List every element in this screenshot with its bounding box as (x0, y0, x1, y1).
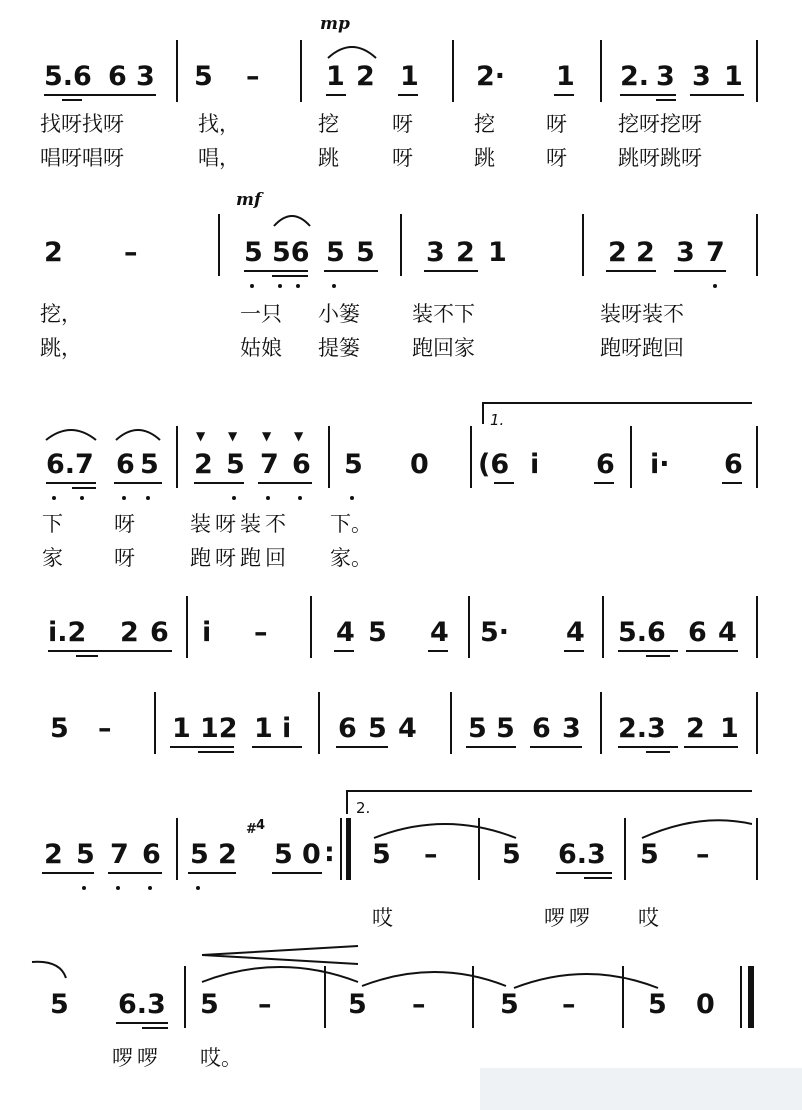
note: 0 (302, 839, 321, 870)
note: 3 (656, 61, 675, 92)
beam (686, 650, 738, 652)
note: 1 (720, 713, 739, 744)
barline (310, 596, 312, 658)
barline (622, 966, 624, 1028)
lyric: 呀 (392, 146, 413, 170)
note: 5 (468, 713, 487, 744)
beam (618, 746, 678, 748)
barline (602, 596, 604, 658)
note: 5 (194, 61, 213, 92)
note: 1 (488, 237, 507, 268)
note: 5 (640, 839, 659, 870)
note: 5· (480, 617, 510, 648)
note: – (562, 989, 576, 1020)
note: 3 (136, 61, 155, 92)
beam (336, 746, 388, 748)
note: 5 (368, 713, 387, 744)
note: – (246, 61, 260, 92)
beam (684, 746, 738, 748)
beam (466, 746, 516, 748)
note: 6 (150, 617, 169, 648)
note: 6 (338, 713, 357, 744)
note: 3 (562, 713, 581, 744)
note: 7 (706, 237, 725, 268)
lyric: 找， (198, 112, 240, 136)
note: 5.6 (618, 617, 666, 648)
note: 6 (724, 449, 743, 480)
barline (756, 596, 758, 658)
grace-note: 4 (256, 818, 266, 833)
octave-dot (350, 496, 354, 500)
note: 2 (44, 839, 63, 870)
beam (584, 877, 612, 879)
octave-dot (116, 886, 120, 890)
beam (656, 99, 676, 101)
note: 6 (108, 61, 127, 92)
lyric: 呀 (114, 546, 135, 570)
beam (494, 482, 514, 484)
beam (76, 655, 98, 657)
note: 1 (724, 61, 743, 92)
slur-3a (44, 424, 98, 442)
octave-dot (80, 496, 84, 500)
note: – (124, 237, 138, 268)
note: 6.3 (118, 989, 166, 1020)
lyric: 啰啰 (544, 906, 594, 930)
octave-dot (278, 284, 282, 288)
beam (424, 270, 478, 272)
note: 0 (410, 449, 429, 480)
barline (400, 214, 402, 276)
beam (530, 746, 582, 748)
note: 2· (476, 61, 506, 92)
barline (600, 40, 602, 102)
volta-bracket (346, 790, 348, 814)
lyric: 呀 (546, 146, 567, 170)
barline (740, 966, 742, 1028)
barline (756, 818, 758, 880)
note: 5 (326, 237, 345, 268)
note: 2 (194, 449, 213, 480)
note: 6 (532, 713, 551, 744)
note: i (530, 449, 540, 480)
note: – (258, 989, 272, 1020)
note: 2. (620, 61, 650, 92)
barline (176, 40, 178, 102)
note: 0 (696, 989, 715, 1020)
repeat-sign: : (324, 837, 335, 868)
barline (756, 214, 758, 276)
note: 5 (648, 989, 667, 1020)
tie-7b (200, 960, 360, 984)
note: 5.6 (44, 61, 92, 92)
note: 5 (496, 713, 515, 744)
barline (176, 818, 178, 880)
lyric: 跑呀跑回 (190, 546, 290, 570)
tie-6b (640, 818, 752, 840)
lyric: 呀 (546, 112, 567, 136)
note: 4 (430, 617, 449, 648)
note: 56 (272, 237, 310, 268)
note: 2 (356, 61, 375, 92)
barline (582, 214, 584, 276)
tie-7d (512, 968, 662, 990)
beam (428, 650, 448, 652)
note: 2 (686, 713, 705, 744)
lyric: 哎 (638, 906, 659, 930)
note: 6.3 (558, 839, 606, 870)
volta-label: 1. (490, 411, 505, 429)
beam (194, 482, 244, 484)
beam (646, 655, 670, 657)
note: – (696, 839, 710, 870)
lyric: 小篓 (318, 302, 360, 326)
accent-mark: ▼ (294, 429, 304, 443)
beam (556, 872, 612, 874)
note: 6 (292, 449, 311, 480)
dynamic-mf: mf (236, 190, 262, 210)
volta-bracket (346, 790, 752, 792)
slur-2 (272, 210, 312, 228)
barline (756, 692, 758, 754)
note: i (202, 617, 212, 648)
note: 6 (116, 449, 135, 480)
note: 2 (456, 237, 475, 268)
lyric: 下 (42, 512, 63, 536)
note: 5 (348, 989, 367, 1020)
accent-mark: ▼ (196, 429, 206, 443)
beam (674, 270, 726, 272)
beam (170, 746, 234, 748)
note: 1 (254, 713, 273, 744)
note: 5 (76, 839, 95, 870)
octave-dot (196, 886, 200, 890)
note: 1 (326, 61, 345, 92)
tie-6a (372, 816, 518, 840)
accent-mark: ▼ (228, 429, 238, 443)
note: 2 (218, 839, 237, 870)
note: i· (650, 449, 670, 480)
lyric: 挖， (40, 302, 82, 326)
barline (154, 692, 156, 754)
beam (142, 1027, 168, 1029)
octave-dot (232, 496, 236, 500)
tie-7a (30, 960, 70, 980)
note: 6.7 (46, 449, 94, 480)
lyric: 一只 (240, 302, 282, 326)
note: i (282, 713, 292, 744)
beam (398, 94, 418, 96)
note: 2 (120, 617, 139, 648)
lyric: 提篓 (318, 336, 360, 360)
note: 4 (566, 617, 585, 648)
note: 6 (596, 449, 615, 480)
barline (756, 40, 758, 102)
barline (186, 596, 188, 658)
volta-label: 2. (356, 799, 371, 817)
note: 5 (368, 617, 387, 648)
note: i.2 (48, 617, 87, 648)
note: 1 (400, 61, 419, 92)
lyric: 跑回家 (412, 336, 475, 360)
note: 4 (336, 617, 355, 648)
barline (472, 966, 474, 1028)
barline (318, 692, 320, 754)
slur-1 (326, 40, 378, 60)
barline (324, 966, 326, 1028)
note: 5 (500, 989, 519, 1020)
beam (46, 482, 96, 484)
volta-bracket (482, 402, 484, 424)
lyric: 跑呀跑回 (600, 336, 684, 360)
lyric: 装呀装不 (600, 302, 684, 326)
barline (452, 40, 454, 102)
octave-dot (122, 496, 126, 500)
note: – (424, 839, 438, 870)
lyric: 姑娘 (240, 336, 282, 360)
note: 2 (636, 237, 655, 268)
beam (646, 751, 670, 753)
beam (114, 482, 162, 484)
octave-dot (332, 284, 336, 288)
note: 6 (688, 617, 707, 648)
note: 5 (356, 237, 375, 268)
final-barline (748, 966, 754, 1028)
beam (690, 94, 744, 96)
beam (244, 270, 308, 272)
note: 3 (692, 61, 711, 92)
lyric: 呀 (114, 512, 135, 536)
note: 5 (274, 839, 293, 870)
slur-3b (114, 424, 162, 442)
barline (600, 692, 602, 754)
lyric: 唱呀唱呀 (40, 146, 124, 170)
note: 3 (426, 237, 445, 268)
note: – (412, 989, 426, 1020)
lyric: 家 (42, 546, 63, 570)
dynamic-mp: mp (320, 14, 350, 34)
lyric: 挖 (474, 112, 495, 136)
beam (326, 94, 346, 96)
lyric: 唱， (198, 146, 240, 170)
lyric: 哎。 (200, 1046, 242, 1070)
note: 7 (110, 839, 129, 870)
beam (48, 650, 172, 652)
octave-dot (250, 284, 254, 288)
beam (72, 487, 96, 489)
beam (62, 99, 82, 101)
volta-bracket (482, 402, 752, 404)
lyric: 装呀装不 (190, 512, 290, 536)
note: 7 (260, 449, 279, 480)
barline (468, 596, 470, 658)
beam (594, 482, 614, 484)
note: 5 (50, 989, 69, 1020)
lyric: 呀 (392, 112, 413, 136)
octave-dot (298, 496, 302, 500)
lyric: 跳 (474, 146, 495, 170)
lyric: 跳， (40, 336, 82, 360)
beam (722, 482, 742, 484)
beam (618, 650, 678, 652)
barline (478, 818, 480, 880)
beam (564, 650, 584, 652)
note: 5 (200, 989, 219, 1020)
beam (42, 872, 94, 874)
beam (252, 746, 302, 748)
beam (620, 94, 676, 96)
octave-dot (146, 496, 150, 500)
note: 5 (344, 449, 363, 480)
barline (450, 692, 452, 754)
note: 12 (200, 713, 238, 744)
barline (328, 426, 330, 488)
barline-thick (346, 818, 351, 880)
barline (176, 426, 178, 488)
barline (218, 214, 220, 276)
beam (324, 270, 378, 272)
barline (184, 966, 186, 1028)
lyric: 找呀找呀 (40, 112, 124, 136)
note: 1 (556, 61, 575, 92)
lyric: 挖呀挖呀 (618, 112, 702, 136)
octave-dot (52, 496, 56, 500)
beam (108, 872, 162, 874)
note: 4 (718, 617, 737, 648)
barline (300, 40, 302, 102)
beam (44, 94, 156, 96)
note: – (254, 617, 268, 648)
tie-7c (360, 966, 510, 988)
beam (188, 872, 236, 874)
beam (272, 872, 322, 874)
lyric: 跳 (318, 146, 339, 170)
note: 1 (172, 713, 191, 744)
barline (340, 818, 342, 880)
note: 2 (608, 237, 627, 268)
lyric: 装不下 (412, 302, 475, 326)
note: 5 (502, 839, 521, 870)
beam (606, 270, 656, 272)
note: 5 (190, 839, 209, 870)
note: 2.3 (618, 713, 666, 744)
watermark-area (480, 1068, 802, 1110)
note: 5 (50, 713, 69, 744)
beam (116, 1022, 168, 1024)
beam (334, 650, 354, 652)
lyric: 啰啰 (112, 1046, 162, 1070)
note: 5 (372, 839, 391, 870)
barline (756, 426, 758, 488)
note: 5 (140, 449, 159, 480)
beam (272, 275, 308, 277)
barline (630, 426, 632, 488)
note: 5 (244, 237, 263, 268)
lyric: 跳呀跳呀 (618, 146, 702, 170)
note: 5 (226, 449, 245, 480)
note: 4 (398, 713, 417, 744)
beam (554, 94, 574, 96)
lyric: 哎 (372, 906, 393, 930)
beam (258, 482, 312, 484)
barline (624, 818, 626, 880)
beam (198, 751, 234, 753)
octave-dot (82, 886, 86, 890)
sharp-sign: # (246, 822, 257, 837)
octave-dot (266, 496, 270, 500)
lyric: 家。 (330, 546, 372, 570)
octave-dot (296, 284, 300, 288)
note: – (98, 713, 112, 744)
barline (470, 426, 472, 488)
accent-mark: ▼ (262, 429, 272, 443)
note: 2 (44, 237, 63, 268)
note: 3 (676, 237, 695, 268)
octave-dot (148, 886, 152, 890)
note: (6 (478, 449, 510, 480)
lyric: 下。 (330, 512, 372, 536)
lyric: 挖 (318, 112, 339, 136)
note: 6 (142, 839, 161, 870)
octave-dot (713, 284, 717, 288)
